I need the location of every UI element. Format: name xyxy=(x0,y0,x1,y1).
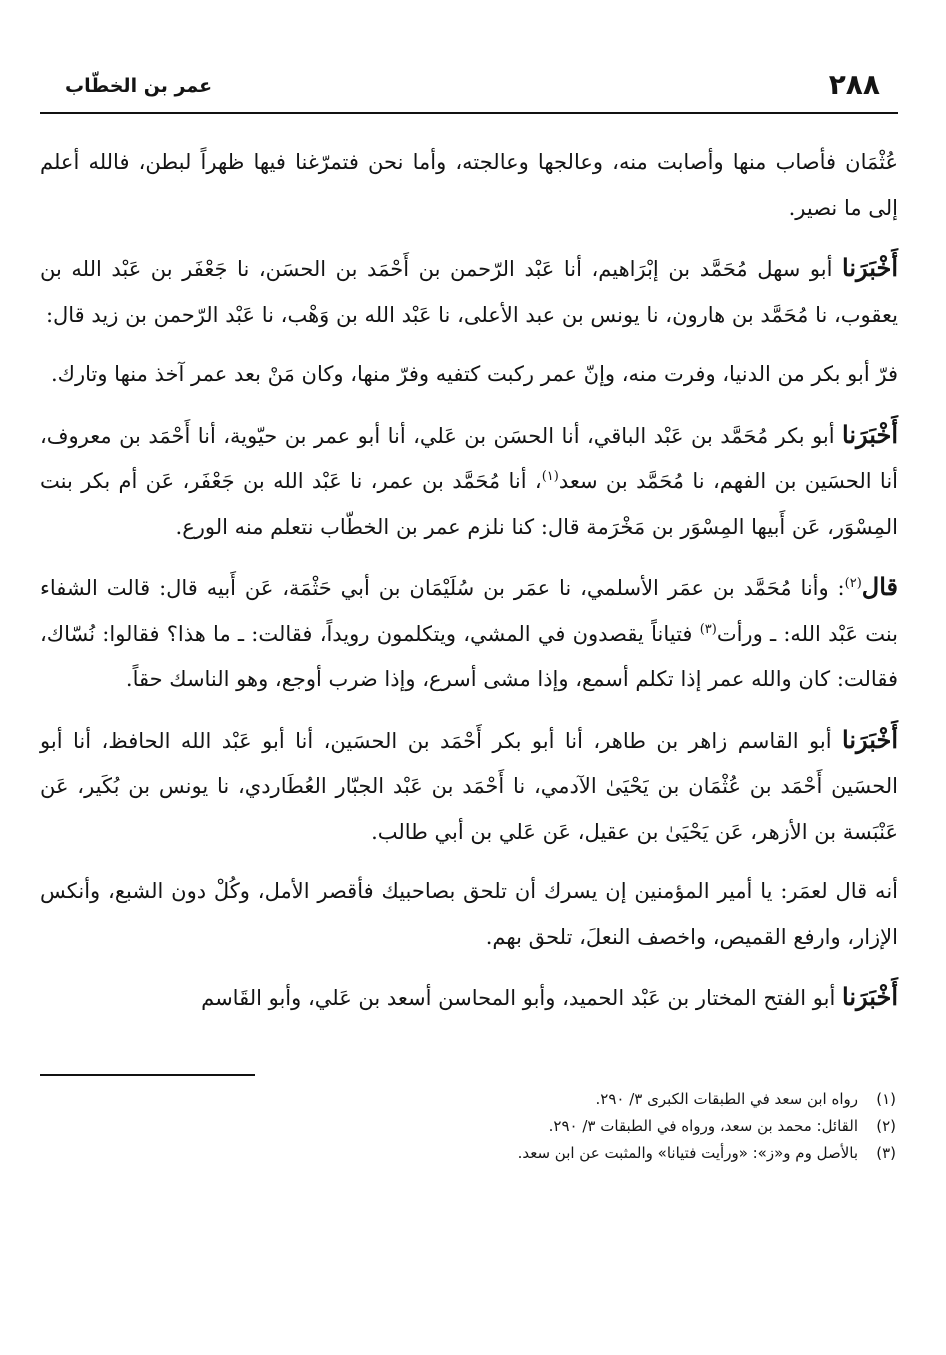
footnote-marker: (٣) xyxy=(876,1143,896,1162)
book-page xyxy=(40,60,898,1315)
footnote-item xyxy=(40,1140,896,1167)
paragraph xyxy=(40,412,898,551)
footnote-text: بالأصل وم و«ز»: «ورأيت فتيانا» والمثبت عن ابن سعد. xyxy=(517,1143,858,1162)
paragraph-text: عُثْمَان فأصاب منها وأصابت منه، وعالجها وعالجته، وأما نحن فتمرّغنا فيها ظهراً لبطن، فالله أعلم إلى ما نصير. xyxy=(40,150,898,220)
paragraph-lead-word: أَخْبَرَنا xyxy=(842,253,898,282)
page-number: ٢٨٨ xyxy=(828,68,880,101)
paragraph-lead-word: أَخْبَرَنا xyxy=(842,724,898,754)
footnote-item xyxy=(40,1113,896,1140)
paragraph xyxy=(40,717,898,856)
paragraph xyxy=(40,352,898,398)
page-header xyxy=(40,60,898,114)
footnote-separator-wrap xyxy=(40,1036,898,1076)
paragraph-text: : وأنا مُحَمَّد بن عمَر الأسلمي، نا عمَر بن سُلَيْمَان بن أبي حَثْمَة، عَن أَبيه قال: قالت الشفاء بنت عَبْد الله: ـ ورأت xyxy=(40,576,899,646)
footnotes xyxy=(40,1086,898,1167)
footnote-marker: (١) xyxy=(876,1089,896,1108)
footnote-reference: (١) xyxy=(541,469,559,484)
paragraph-text: أبو القاسم زاهر بن طاهر، أنا أبو بكر أَحْمَد بن الحسَين، أنا أبو عَبْد الله الحافظ، أنا أبو الحسَين أَحْمَد بن عُثْمَان بن يَحْيَىٰ الآدمي، نا أَحْمَد بن عَبْد الجبّار العُطَاردي، نا يونس بن بُكَير، عَن عَنْبَسة بن الأزهر، عَن يَحْيَىٰ بن عقيل، عَن عَلي بن أبي طالب. xyxy=(40,728,898,844)
running-title: عمر بن الخطّاب xyxy=(65,75,213,97)
paragraph-text: فرّ أبو بكر من الدنيا، وفرت منه، وإنّ عمر ركبت كتفيه وفرّ منها، وكان مَنْ بعد عمر آخذ منها وتارك. xyxy=(51,362,898,386)
page-body xyxy=(40,140,898,1022)
paragraph-text-continued: ، أنا مُحَمَّد بن عمر، نا عَبْد الله بن جَعْفَر، عَن أم بكر بنت المِسْوَر، عَن أَبيها المِسْوَر بن مَخْرَمة قال: كنا نلزم عمر بن الخطّاب نتعلم منه الورع. xyxy=(40,469,898,539)
footnote-separator xyxy=(40,1074,255,1076)
footnote-marker: (٢) xyxy=(876,1116,896,1135)
footnote-text: رواه ابن سعد في الطبقات الكبرى ٣/ ٢٩٠. xyxy=(595,1089,858,1108)
paragraph-text: أنه قال لعمَر: يا أمير المؤمنين إن يسرك أن تلحق بصاحبيك فأقصر الأمل، وكُلْ دون الشبع، وأنكس الإزار، وارفع القميص، واخصف النعلَ، تلحق بهم. xyxy=(40,879,898,949)
paragraph xyxy=(40,869,898,960)
footnote-item xyxy=(40,1086,896,1113)
paragraph-lead-word: قال xyxy=(861,572,898,601)
paragraph-text: أبو بكر مُحَمَّد بن عَبْد الباقي، أنا الحسَن بن عَلي، أنا أبو عمر بن حيّوية، أنا أَحْمَد بن معروف، أنا الحسَين بن الفهم، نا مُحَمَّد بن سعد xyxy=(40,423,898,493)
paragraph xyxy=(40,245,898,338)
paragraph-lead-word: أَخْبَرَنا xyxy=(842,419,898,449)
paragraph-text: أبو سهل مُحَمَّد بن إبْرَاهيم، أنا عَبْد الرّحمن بن أَحْمَد بن الحسَن، نا جَعْفَر بن عَبْد الله بن يعقوب، نا مُحَمَّد بن هارون، نا يونس بن عبد الأعلى، نا عَبْد الله بن وَهْب، نا عَبْد الرّحمن بن زيد قال: xyxy=(40,257,898,327)
paragraph-text: أبو الفتح المختار بن عَبْد الحميد، وأبو المحاسن أسعد بن عَلي، وأبو القَاسم xyxy=(201,986,843,1010)
footnote-text: القائل: محمد بن سعد، ورواه في الطبقات ٣/ ٢٩٠. xyxy=(548,1116,858,1135)
footnote-reference: (٢) xyxy=(844,576,862,591)
paragraph-lead-word: أَخْبَرَنا xyxy=(842,982,898,1011)
paragraph xyxy=(40,564,898,703)
paragraph-text-continued: فتياناً يقصدون في المشي، ويتكلمون رويداً، فقالت: ـ ما هذا؟ فقالوا: نُسّاك، فقالت: كان والله عمر إذا تكلم أسمع، وإذا مشى أسرع، وإذا ضرب أوجع، وهو الناسك حقاً. xyxy=(40,621,898,691)
paragraph xyxy=(40,140,898,231)
paragraph xyxy=(40,974,898,1022)
footnote-reference: (٣) xyxy=(699,621,717,637)
